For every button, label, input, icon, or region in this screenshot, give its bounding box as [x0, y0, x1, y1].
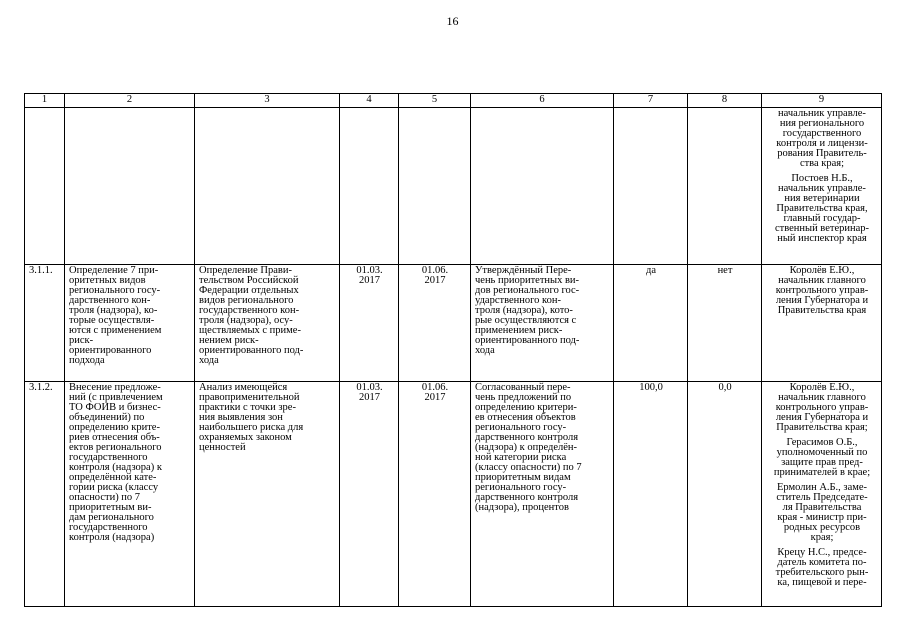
expected-result: Утверждённый Пере- чень приоритетных ви- дов регионального гос- ударственного кон- троля (надзора), кото- рые осуществляются с применением риск- ориентированного под- хода [471, 265, 614, 382]
responsible-entry: Ермолин А.Б., заме- ститель Председате- ля Правительства края - министр при- родных ресурсов края; [776, 482, 868, 543]
end-date: 01.06. 2017 [399, 382, 471, 607]
value-col8: 0,0 [688, 382, 762, 607]
header-row [25, 94, 882, 108]
column-header: 6 [471, 94, 614, 108]
table-row [25, 382, 882, 607]
value-col8: нет [688, 265, 762, 382]
responsible-cell [762, 265, 882, 382]
event-name: Внесение предложе- ний (с привлечением ТО ФОИВ и бизнес- объединений) по определению крите- риев отнесения объ- ектов регионального государственного контроля (надзора) к определённой кате- гории риска (классу опасности) по 7 приоритетным ви- дам регионального государственного контроля (надзора) [65, 382, 195, 607]
event-content: Определение Прави- тельством Российской Федерации отдельных видов регионального государственного кон- троля (надзора), осу- ществляемых с приме- нением риск- ориентированного под- хода [195, 265, 340, 382]
responsible-entry: начальник управле- ния регионального государственного контроля и лицензи- рования Правитель- ства края; [776, 108, 868, 169]
column-header: 2 [65, 94, 195, 108]
responsible-entry: Королёв Е.Ю., начальник главного контрольного управ- ления Губернатора и Правительства края; [775, 382, 869, 433]
value-col7: 100,0 [614, 382, 688, 607]
column-header: 4 [340, 94, 399, 108]
value-col7: да [614, 265, 688, 382]
event-content: Анализ имеющейся правоприменительной практики с точки зре- ния выявления зон наибольшего риска для охраняемых законом ценностей [195, 382, 340, 607]
column-header: 3 [195, 94, 340, 108]
plan-table [24, 93, 882, 607]
column-header: 9 [762, 94, 882, 108]
responsible-entry: Герасимов О.Б., уполномоченный по защите прав пред- принимателей в крае; [773, 437, 871, 478]
responsible-entry: Королёв Е.Ю., начальник главного контрольного управ- ления Губернатора и Правительства края [775, 265, 869, 316]
end-date: 01.06. 2017 [399, 265, 471, 382]
column-header: 7 [614, 94, 688, 108]
responsible-cell [762, 108, 882, 265]
page-number: 16 [446, 14, 459, 28]
column-header: 1 [25, 94, 65, 108]
responsible-entry: Крецу Н.С., предсе- датель комитета по- требительского рын- ка, пищевой и пере- [775, 547, 869, 588]
start-date: 01.03. 2017 [340, 382, 399, 607]
item-number: 3.1.2. [25, 382, 65, 607]
responsible-cell [762, 382, 882, 607]
item-number: 3.1.1. [25, 265, 65, 382]
column-header: 5 [399, 94, 471, 108]
responsible-entry: Постоев Н.Б., начальник управле- ния ветеринарии Правительства края, главный государ- ственный ветеринар- ный инспектор края [774, 173, 870, 244]
table-row [25, 265, 882, 382]
column-header: 8 [688, 94, 762, 108]
start-date: 01.03. 2017 [340, 265, 399, 382]
expected-result: Согласованный пере- чень предложений по определению критери- ев отнесения объектов регионального госу- дарственного контроля (надзора) к определён- ной категории риска (классу опасности) по 7 приоритетным видам регионального госу- дарственного контроля (надзора), процентов [471, 382, 614, 607]
event-name: Определение 7 при- оритетных видов регионального госу- дарственного кон- троля (надзора), ко- торые осуществля- ются с применением риск- ориентированного подхода [65, 265, 195, 382]
continuation-row [25, 108, 882, 265]
